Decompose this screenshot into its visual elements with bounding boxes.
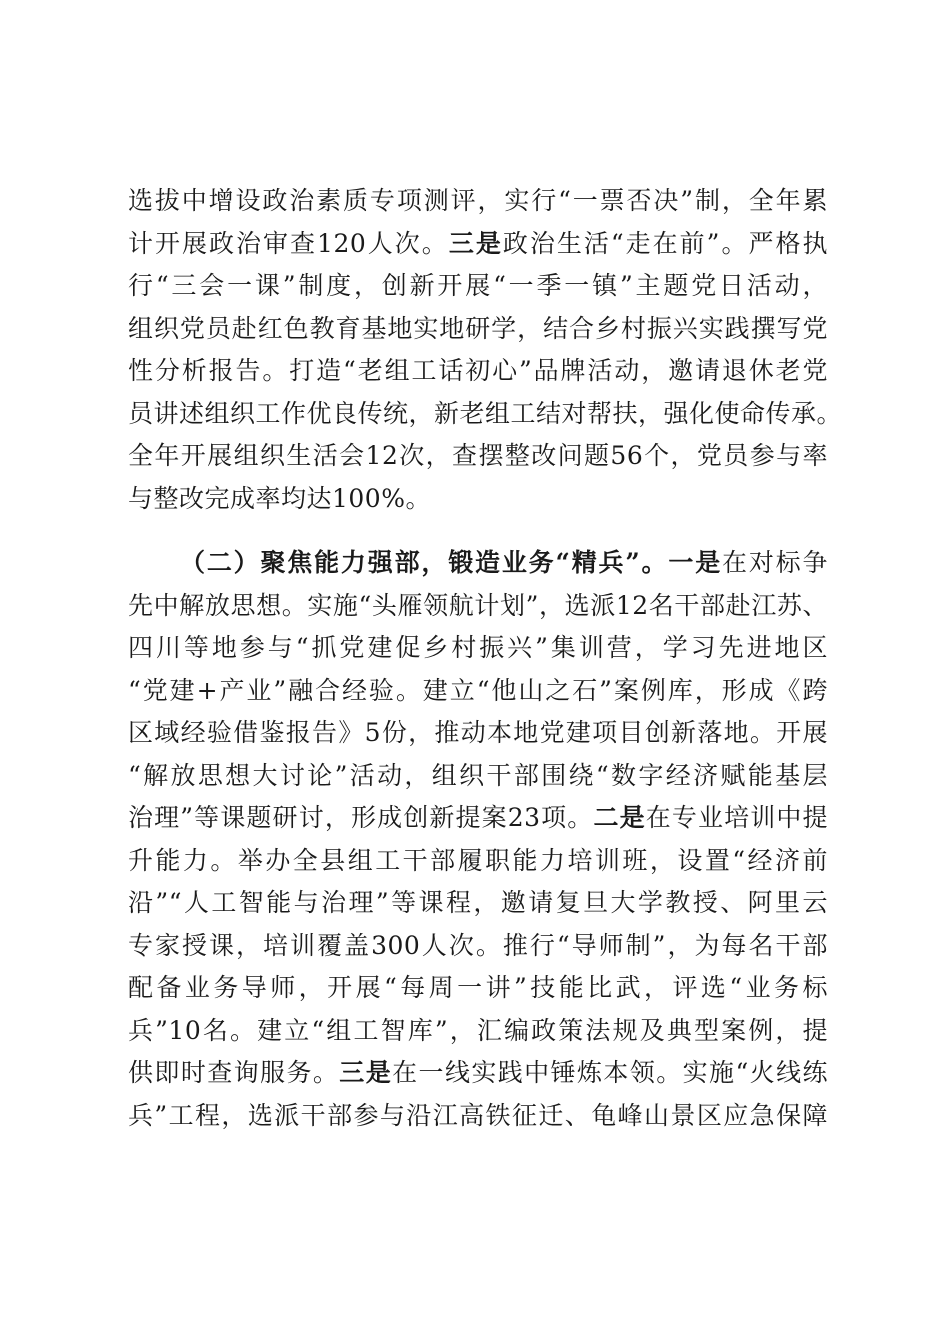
text-line: 专家授课，培训覆盖300人次。推行“导师制”，为每名干部: [128, 930, 828, 960]
text-line: 全年开展组织生活会12次，查摆整改问题56个，党员参与率: [128, 441, 828, 470]
text-line: 性分析报告。打造“老组工话初心”品牌活动，邀请退休老党: [128, 356, 828, 385]
text-line: “党建+产业”融合经验。建立“他山之石”案例库，形成《跨: [128, 675, 828, 705]
text-line: [128, 797, 828, 840]
text-run: 政治生活“走在前”。严格执: [502, 228, 828, 258]
paragraph-1: [128, 180, 843, 520]
text-run: 在专业培训中提: [645, 803, 828, 832]
text-line: [128, 223, 828, 266]
paragraph-spacer: [128, 520, 828, 542]
text-line: 员讲述组织工作优良传统，新老组工结对帮扶，强化使命传承。: [128, 398, 843, 428]
text-line: 选拔中增设政治素质专项测评，实行“一票否决”制，全年累: [128, 186, 828, 215]
text-run: 计开展政治审查120人次。: [128, 228, 449, 258]
section-heading: （二）聚焦能力强部，锻造业务“精兵”。: [180, 548, 669, 577]
text-line: 配备业务导师，开展“每周一讲”技能比武，评选“业务标: [128, 973, 828, 1002]
text-line: 组织党员赴红色教育基地实地研学，结合乡村振兴实践撰写党: [128, 313, 828, 343]
text-line: “解放思想大讨论”活动，组织干部围绕“数字经济赋能基层: [128, 760, 828, 790]
text-line: 兵”工程，选派干部参与沿江高铁征迁、龟峰山景区应急保障: [128, 1100, 828, 1130]
text-line: 四川等地参与“抓党建促乡村振兴”集训营，学习先进地区: [128, 633, 828, 662]
text-line: 兵”10名。建立“组工智库”，汇编政策法规及典型案例，提: [128, 1015, 828, 1045]
text-run: 供即时查询服务。: [128, 1058, 340, 1087]
text-line: 与整改完成率均达100%。: [128, 483, 431, 513]
text-line: [128, 542, 828, 585]
bold-marker: 一是: [668, 548, 723, 577]
text-line: 先中解放思想。实施“头雁领航计划”，选派12名干部赴江苏、: [128, 590, 828, 620]
bold-marker: 三是: [448, 228, 503, 258]
text-line: 升能力。举办全县组工干部履职能力培训班，设置“经济前: [128, 845, 828, 875]
text-line: 沿”“人工智能与治理”等课程，邀请复旦大学教授、阿里云: [128, 888, 828, 917]
paragraph-2: [128, 542, 828, 1137]
text-run: 在一线实践中锤炼本领。实施“火线练: [392, 1058, 828, 1087]
document-body: [128, 180, 843, 1137]
bold-marker: 三是: [339, 1058, 393, 1087]
text-line: 行“三会一课”制度，创新开展“一季一镇”主题党日活动，: [128, 271, 828, 300]
text-line: [128, 1052, 828, 1095]
text-run: 在对标争: [722, 548, 828, 577]
text-run: 治理”等课题研讨，形成创新提案23项。: [128, 803, 594, 832]
bold-marker: 二是: [593, 803, 646, 832]
text-line: 区域经验借鉴报告》5份，推动本地党建项目创新落地。开展: [128, 718, 828, 747]
